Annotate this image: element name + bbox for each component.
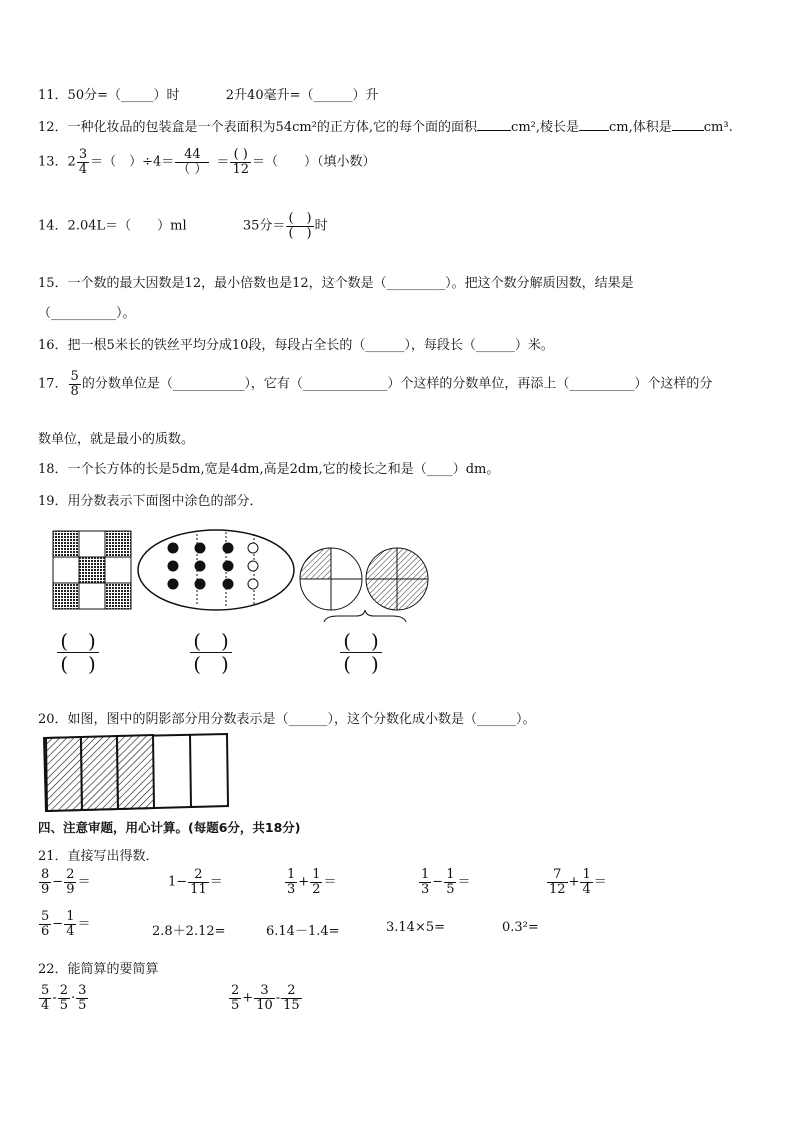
rectangle-fraction-figure — [44, 732, 230, 812]
question-17-line2: 数单位，就是最小的质数。 — [38, 432, 195, 447]
question-18: 18．一个长方体的长是5dm,宽是4dm,高是2dm,它的棱长之和是（____）dm。 — [38, 462, 500, 477]
fraction: $\frac{44}{( )}$ — [177, 147, 208, 177]
question-17: 17． $\frac{5}{8}$ 的分数单位是（___________），它有（_____________）个这样的分数单位，再添上（__________）个这样的分 — [38, 369, 713, 399]
calc-item: 1− $\frac{2}{11}$ ＝ — [168, 867, 223, 897]
calc-item: 3.14×5= — [386, 920, 446, 935]
answer-blank[interactable] — [477, 118, 511, 131]
question-22: 22．能简算的要简算 — [38, 962, 159, 977]
calc-item: $\frac{1}{3}$ − $\frac{1}{5}$ ＝ — [421, 867, 471, 897]
fraction: $\frac{( )}{12}$ — [232, 147, 249, 177]
question-15-line2: （__________）。 — [38, 306, 136, 321]
calc-item: $\frac{1}{3}$ + $\frac{1}{2}$ ＝ — [287, 867, 337, 897]
question-15-line1: 15．一个数的最大因数是12，最小倍数也是12，这个数是（_________）。把这个数分解质因数，结果是 — [38, 276, 634, 291]
two-circles-figure — [298, 546, 434, 626]
calc-item: 0.3²= — [502, 920, 539, 935]
question-19: 19．用分数表示下面图中涂色的部分． — [38, 494, 263, 509]
answer-blank[interactable] — [579, 118, 609, 131]
calc-item: $\frac{7}{12}$ + $\frac{1}{4}$ ＝ — [549, 867, 607, 897]
answer-blank[interactable] — [672, 118, 704, 131]
question-11: 11．50分=（_____）时 2升40毫升=（______）升 — [38, 88, 379, 103]
answer-fraction-2[interactable]: ( ) ( ) — [188, 630, 234, 675]
fraction: $\frac{( )}{( )}$ — [288, 211, 312, 241]
question-16: 16．把一根5米长的铁丝平均分成10段，每段占全长的（______），每段长（______）米。 — [38, 338, 554, 353]
question-13: 13．2 $\frac{3}{4}$ ＝（ ）÷4＝ $\frac{44}{( )}$ ＝ $\frac{( )}{12}$ ＝（ ）（填小数） — [38, 147, 376, 177]
calc-item: $\frac{8}{9}$ − $\frac{2}{9}$ ＝ — [41, 867, 91, 897]
calc-item: 6.14－1.4= — [266, 924, 340, 939]
answer-fraction-1[interactable]: ( ) ( ) — [55, 630, 101, 675]
calc-item: $\frac{5}{6}$ − $\frac{1}{4}$ ＝ — [41, 909, 91, 939]
question-14: 14．2.04L＝（ ）ml 35分＝ $\frac{( )}{( )}$ 时 — [38, 211, 328, 241]
answer-fraction-3[interactable]: ( ) ( ) — [338, 630, 384, 675]
question-12: 12．一种化妆品的包装盒是一个表面积为54cm²的正方体,它的每个面的面积 cm²,棱长是 cm,体积是 cm³. — [38, 120, 733, 135]
calc-item: 2.8＋2.12= — [152, 924, 226, 939]
simplify-expression-2: $\frac{2}{5}$ + $\frac{3}{10}$ - $\frac{2}{15}$ — [231, 983, 300, 1013]
fraction: $\frac{5}{8}$ — [70, 369, 79, 399]
question-21: 21．直接写出得数． — [38, 849, 159, 864]
section-4-title: 四、注意审题，用心计算。(每题6分，共18分) — [38, 820, 301, 835]
question-20: 20．如图，图中的阴影部分用分数表示是（______），这个分数化成小数是（______）。 — [38, 712, 536, 727]
fraction: $\frac{3}{4}$ — [78, 147, 88, 177]
simplify-expression-1: $\frac{5}{4}$ - $\frac{2}{5}$ · $\frac{3}{5}$ — [41, 983, 87, 1013]
checkered-square-figure — [52, 530, 132, 610]
ellipse-dots-figure — [136, 528, 296, 612]
